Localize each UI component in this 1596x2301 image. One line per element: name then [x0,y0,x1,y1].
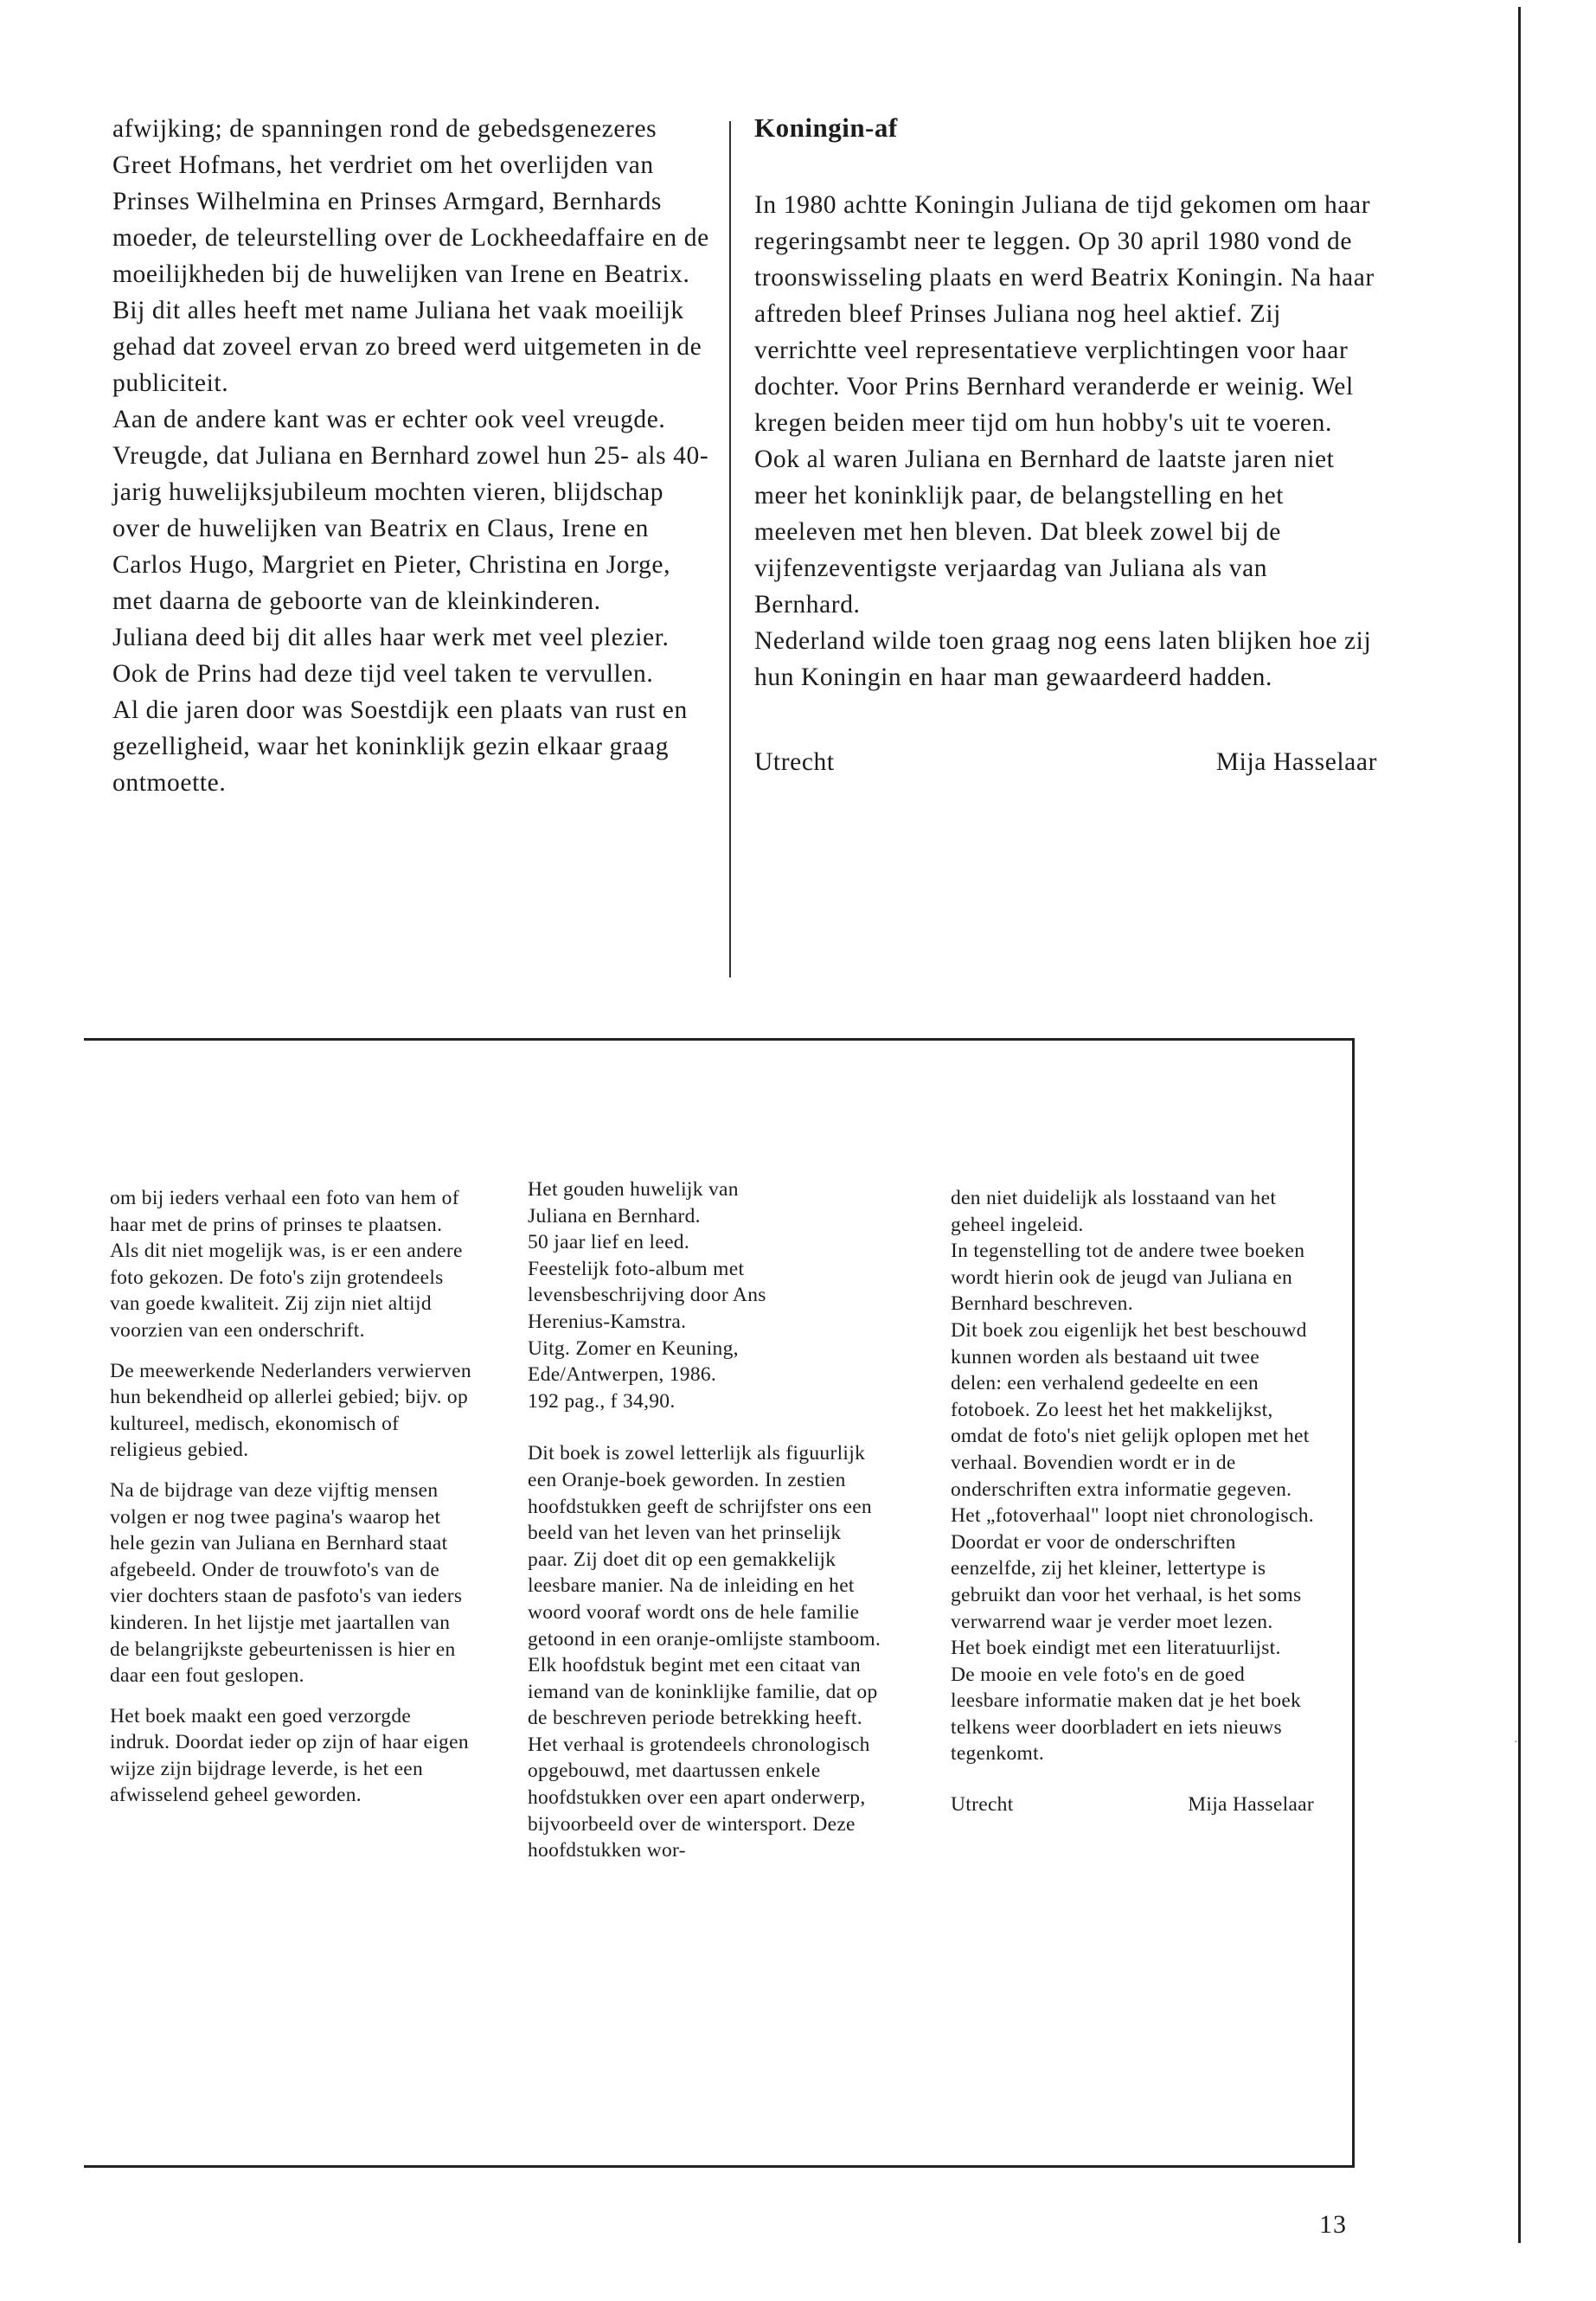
review-paragraph: Het boek maakt een goed verzorgde indruk. Doordat ieder op zijn of haar eigen wijze zijn bijdrage leverde, is het een afwisselend geheel geworden. [110,1704,469,1807]
signature-line [951,1791,1314,1818]
review-column-2 [528,1157,887,1864]
top-right-paragraph: Ook al waren Juliana en Bernhard de laatste jaren niet meer het koninklijk paar, de belangstelling en het meeleven met hen bleven. Dat bleek zowel bij de vijfenzeventigste verjaardag van Juliana als van Bernhard. [754,445,1335,619]
review-paragraph: den niet duidelijk als losstaand van het geheel ingeleid. [951,1187,1277,1236]
top-left-paragraph: Al die jaren door was Soestdijk een plaats van rust en gezelligheid, waar het koninklijk gezin elkaar graag ontmoette. [112,696,688,797]
top-left-paragraph: Aan de andere kant was er echter ook veel vreugde. Vreugde, dat Juliana en Bernhard zowel hun 25- als 40-jarig huwelijksjubileum mochten vieren, blijdschap over de huwelijken van Beatrix en Claus, Irene en Carlos Hugo, Margriet en Pieter, Christina en Jorge, met daarna de geboorte van de kleinkinderen. [112,406,709,615]
column-divider [729,121,731,977]
page-edge-rule [1518,7,1521,2243]
signature-author: Mija Hasselaar [1215,748,1377,776]
book-title-line: Herenius-Kamstra. [528,1310,687,1333]
top-right-column [754,111,1377,780]
review-paragraph: Het verhaal is grotendeels chronologisch opgebouwd, met daartussen enkele hoofdstukken over een apart onderwerp, bijvoorbeeld over de wintersport. Deze hoofdstukken wor- [528,1733,870,1862]
review-paragraph: In tegenstelling tot de andere twee boeken wordt hierin ook de jeugd van Juliana en Bernhard beschreven. [951,1240,1305,1316]
book-title-line: 50 jaar lief en leed. [528,1231,690,1254]
book-title-line: levensbeschrijving door Ans [528,1284,766,1307]
review-paragraph: Elk hoofdstuk begint met een citaat van iemand van de koninklijke familie, dat op de beschreven periode betrekking heeft. [528,1654,878,1730]
signature-author: Mija Hasselaar [1188,1793,1314,1817]
book-title-line: Ede/Antwerpen, 1986. [528,1363,717,1387]
top-right-paragraph: In 1980 achtte Koningin Juliana de tijd gekomen om haar regeringsambt neer te leggen. Op 30 april 1980 vond de troonswisseling plaats en werd Beatrix Koningin. Na haar aftreden bleef Prinses Juliana nog heel aktief. Zij verrichtte veel representatieve verplichtingen voor haar dochter. Voor Prins Bernhard veranderde er weinig. Wel kregen beiden meer tijd om hun hobby's uit te voeren. [754,191,1375,437]
top-left-column [112,111,709,801]
book-title-line: Feestelijk foto-album met [528,1257,745,1280]
top-left-paragraph: afwijking; de spanningen rond de gebedsgenezeres Greet Hofmans, het verdriet om het overlijden van Prinses Wilhelmina en Prinses Armgard, Bernhards moeder, de teleurstelling over de Lockheedaffaire en de moeilijkheden bij de huwelijken van Irene en Beatrix. Bij dit alles heeft met name Juliana het vaak moeilijk gehad dat zoveel ervan zo breed werd uitgemeten in de publiciteit. [112,115,709,397]
book-title-line: Juliana en Bernhard. [528,1204,701,1227]
top-right-paragraph: Nederland wilde toen graag nog eens laten blijken hoe zij hun Koningin en haar man gewaardeerd hadden. [754,627,1372,691]
review-paragraph: Het boek eindigt met een literatuurlijst. [951,1637,1281,1660]
scan-speck: · [1514,1736,1518,1749]
review-paragraph: Dit boek zou eigenlijk het best beschouwd kunnen worden als bestaand uit twee delen: een verhalend gedeelte en een fotoboek. Zo leest het het makkelijkst, omdat de foto's niet gelijk oplopen met het verhaal. Bovendien wordt er in de onderschriften extra informatie gegeven. Het „fotoverhaal" loopt niet chronologisch. Doordat er voor de onderschriften eenzelfde, zij het kleiner, lettertype is gebruikt dan voor het verhaal, is het soms verwarrend waar je verder moet lezen. [951,1318,1314,1633]
review-column-1 [110,1185,473,1809]
review-paragraph: De meewerkende Nederlanders verwierven hun bekendheid op allerlei gebied; bijv. op kultureel, medisch, ekonomisch of religieus gebied. [110,1359,471,1462]
signature-line [754,744,1377,780]
review-paragraph: De mooie en vele foto's en de goed leesbare informatie maken dat je het boek telkens weer doorbladert en iets nieuws tegenkomt. [951,1663,1302,1766]
book-title-line: Uitg. Zomer en Keuning, [528,1336,739,1360]
signature-place: Utrecht [754,748,835,776]
signature-place: Utrecht [951,1793,1014,1817]
review-paragraph: Na de bijdrage van deze vijftig mensen volgen er nog twee pagina's waarop het hele gezin van Juliana en Bernhard staat afgebeeld. Onder de trouwfoto's van de vier dochters staan de pasfoto's van ieders kinderen. In het lijstje met jaartallen van de belangrijkste gebeurtenissen is hier en daar een fout geslopen. [110,1478,463,1688]
review-paragraph: om bij ieders verhaal een foto van hem of haar met de prins of prinses te plaatsen. Als dit niet mogelijk was, is er een andere foto gekozen. De foto's zijn grotendeels van goede kwaliteit. Zij zijn niet altijd voorzien van een onderschrift. [110,1187,463,1342]
section-heading: Koningin-af [754,112,898,143]
book-title-line: 192 pag., f 34,90. [528,1389,676,1413]
top-left-paragraph: Juliana deed bij dit alles haar werk met veel plezier. Ook de Prins had deze tijd veel taken te vervullen. [112,624,670,688]
book-title-line: Het gouden huwelijk van [528,1178,739,1201]
page-number: 13 [1319,2210,1347,2239]
review-column-3 [951,1185,1314,1818]
review-paragraph: Dit boek is zowel letterlijk als figuurlijk een Oranje-boek geworden. In zestien hoofdstukken geeft de schrijfster ons een beeld van het leven van het prinselijk paar. Zij doet dit op een gemakkelijk leesbare manier. Na de inleiding en het woord vooraf wordt ons de hele familie getoond in een oranje-omlijste stamboom. [528,1442,881,1650]
